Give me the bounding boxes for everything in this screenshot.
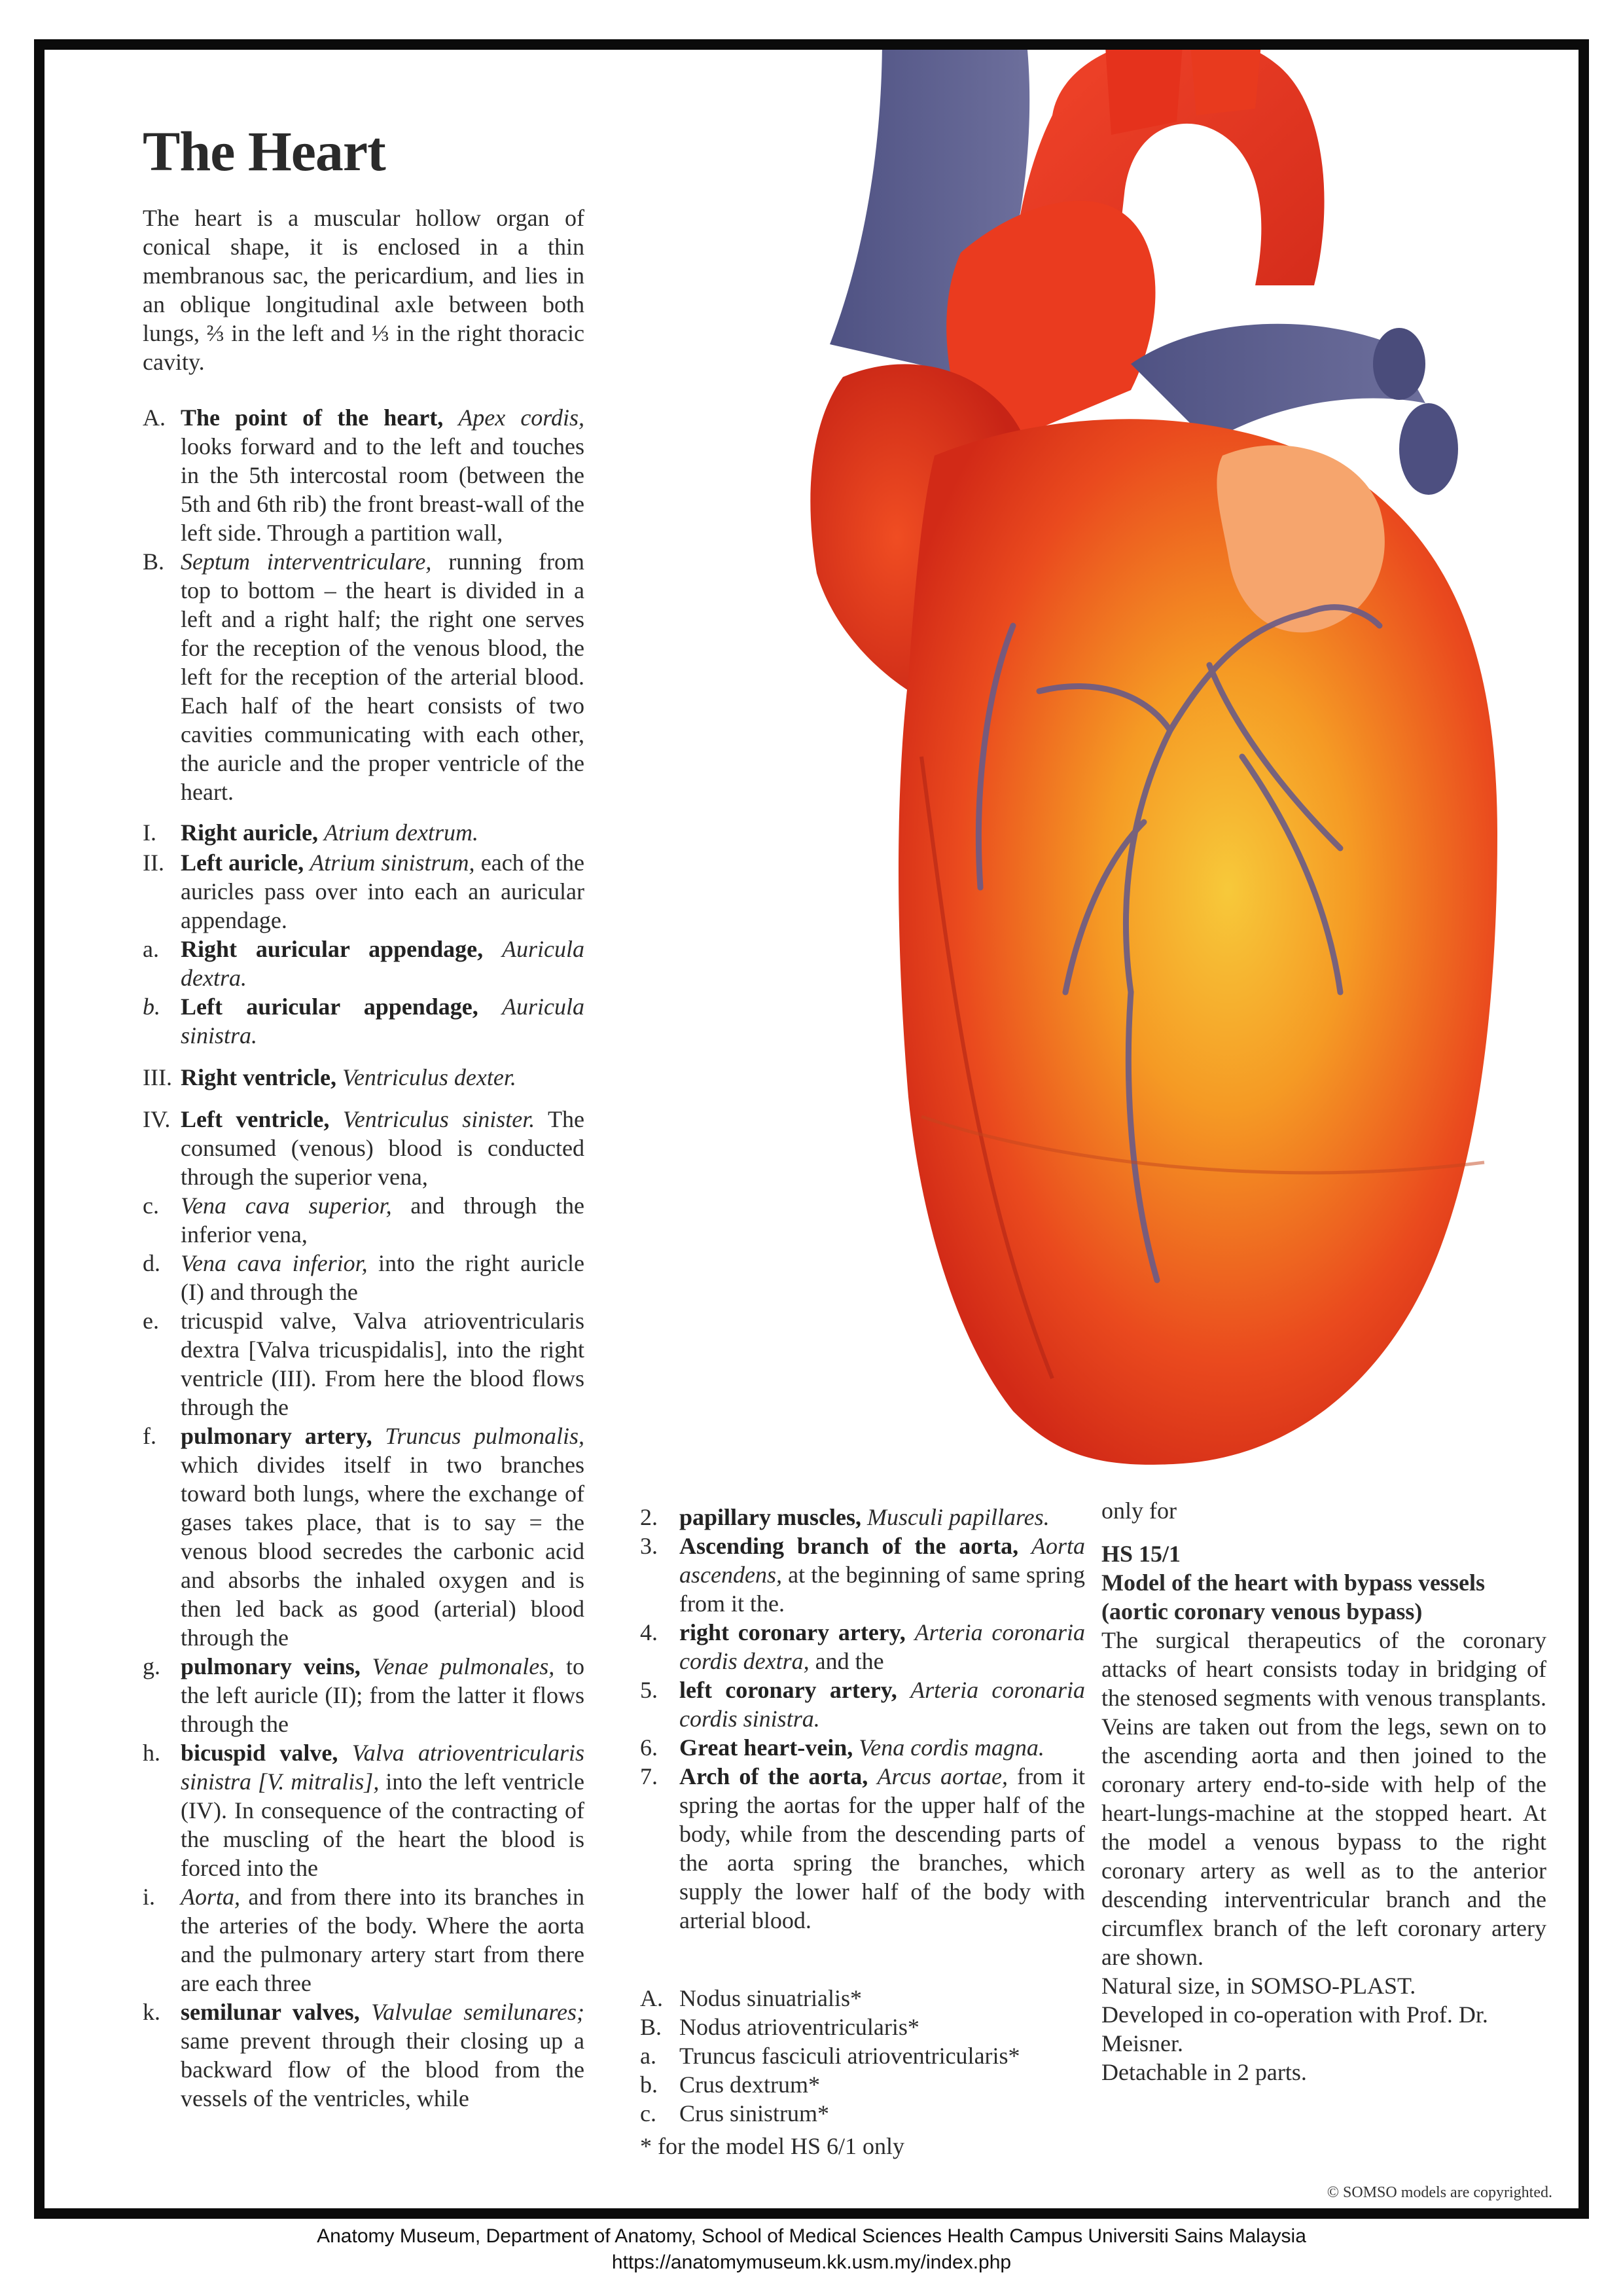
- term-description: and the: [815, 1648, 884, 1674]
- term-latin: Ventriculus sinister.: [342, 1106, 535, 1132]
- term-latin: Arteria coronaria cordis dextra,: [679, 1619, 1086, 1674]
- term-description: from it spring the aortas for the upper half of the body, while from the descending parts of the aorta spring the branches, which supply the lower half of the body with arterial blood.: [679, 1763, 1085, 1933]
- term-description: which divides itself in two branches toward both lungs, where the exchange of gases takes place, that is to say = the venous blood secredes the carbonic acid and absorbs the inhaled oxygen and is then led back as good (arterial) blood through the: [181, 1452, 584, 1651]
- list-item: [143, 1105, 584, 1191]
- list-item: [143, 818, 584, 847]
- term-bold: semilunar valves,: [181, 1999, 360, 2025]
- intro-paragraph: The heart is a muscular hollow organ of conical shape, it is enclosed in a thin membranous sac, the pericardium, and lies in an oblique longitudinal axle between both lungs, ⅔ in the left and ⅓ in the right thoracic cavity.: [143, 205, 584, 375]
- list-item: [143, 1998, 584, 2113]
- museum-url: https://anatomymuseum.kk.usm.my/index.php: [611, 2251, 1012, 2273]
- term-bold: pulmonary veins,: [181, 1653, 361, 1679]
- term-bold: Right auricular appendage,: [181, 936, 484, 962]
- term-latin: Atrium sinistrum,: [310, 850, 475, 876]
- term-bold: Left auricle,: [181, 850, 304, 876]
- list-marker: g.: [143, 1653, 160, 1679]
- term-latin: Arcus aortae,: [877, 1763, 1008, 1789]
- list-item: [640, 1503, 1085, 1532]
- term-description: and from there into its branches in the arteries of the body. Where the aorta and the pulmonary artery start from there are each three: [181, 1884, 585, 1996]
- term-bold: pulmonary artery,: [181, 1423, 372, 1449]
- list-marker: B.: [143, 548, 165, 575]
- list-item: [143, 547, 584, 806]
- list-marker: c.: [143, 1193, 159, 1219]
- list-item: [143, 1249, 584, 1306]
- list-item: [640, 2013, 1085, 2041]
- term-latin: Atrium dextrum.: [323, 819, 478, 846]
- list-item: [640, 2070, 1085, 2099]
- term-description: running from top to bottom – the heart is divided in a left and a right half; the right one serves for the reception of the venous blood, the left for the reception of the arterial blood. Each half of the heart consists of two cavities communicating with each other, the auricle and the proper ventricle of the heart.: [181, 548, 585, 805]
- term-latin: Valva atrioventricularis sinistra [V. mitralis],: [181, 1740, 585, 1795]
- list-marker: I.: [143, 819, 156, 846]
- term-description: to the left auricle (II); from the latter it flows through the: [181, 1653, 585, 1737]
- list-marker: II.: [143, 850, 164, 876]
- heart-model-image: [555, 39, 1589, 1562]
- term-latin: Apex cordis,: [458, 404, 584, 431]
- list-marker: a.: [143, 936, 159, 962]
- list-item: [640, 1676, 1085, 1733]
- term-latin: Septum interventriculare,: [181, 548, 432, 575]
- list-marker: h.: [143, 1740, 160, 1766]
- list-marker: d.: [143, 1250, 160, 1276]
- term-bold: Left ventricle,: [181, 1106, 330, 1132]
- term-description: Nodus sinuatrialis*: [679, 1985, 862, 2011]
- term-description: Crus sinistrum*: [679, 2100, 830, 2126]
- list-item: [143, 1422, 584, 1652]
- term-description: each of the auricles pass over into each an auricular appendage.: [181, 850, 585, 933]
- list-marker: B.: [640, 2014, 662, 2040]
- list-item: [143, 848, 584, 935]
- footnote: * for the model HS 6/1 only: [640, 2133, 904, 2159]
- term-description: looks forward and to the left and touches in the 5th intercostal room (between the 5th and 6th rib) the front breast-wall of the left side. Through a partition wall,: [181, 433, 584, 546]
- term-latin: Musculi papillares.: [867, 1504, 1050, 1530]
- list-marker: III.: [143, 1064, 172, 1090]
- term-bold: Right auricle,: [181, 819, 318, 846]
- product-developed: Developed in co-operation with Prof. Dr. Meisner.: [1101, 2001, 1488, 2056]
- list-item: [143, 1652, 584, 1738]
- term-latin: Auricula sinistra.: [181, 994, 585, 1049]
- list-item: [143, 1882, 584, 1998]
- term-description: at the beginning of same spring from it the.: [679, 1562, 1085, 1617]
- term-description: Nodus atrioventricularis*: [679, 2014, 919, 2040]
- list-marker: b.: [143, 994, 160, 1020]
- list-item: [640, 1984, 1085, 2013]
- term-latin: Arteria coronaria cordis sinistra.: [679, 1677, 1086, 1732]
- list-marker: k.: [143, 1999, 160, 2025]
- list-item: [143, 1191, 584, 1249]
- list-marker: e.: [143, 1308, 159, 1334]
- list-marker: 6.: [640, 1734, 658, 1761]
- aortic-branch-1: [1105, 39, 1183, 135]
- term-bold: The point of the heart,: [181, 404, 444, 431]
- term-bold: Great heart-vein,: [679, 1734, 853, 1761]
- page-frame: [34, 39, 1589, 2219]
- term-description: and through the inferior vena,: [181, 1193, 585, 1247]
- list-marker: 5.: [640, 1677, 658, 1703]
- list-item: [143, 403, 584, 547]
- term-latin: Truncus pulmonalis,: [385, 1423, 584, 1449]
- term-description: same prevent through their closing up a backward flow of the blood from the vessels of the ventricles, while: [181, 2028, 584, 2111]
- term-latin: Vena cordis magna.: [859, 1734, 1044, 1761]
- list-item: [640, 1532, 1085, 1618]
- term-bold: right coronary artery,: [679, 1619, 906, 1645]
- list-item: [640, 1618, 1085, 1676]
- product-detachable: Detachable in 2 parts.: [1101, 2059, 1307, 2085]
- anatomy-list-upper: [143, 403, 584, 847]
- copyright-notice: © SOMSO models are copyrighted.: [1327, 2184, 1552, 2201]
- term-bold: Right ventricle,: [181, 1064, 336, 1090]
- term-description: into the right auricle (I) and through the: [181, 1250, 585, 1305]
- spacer: [1101, 1525, 1546, 1539]
- anatomy-list-lower: [143, 848, 584, 2113]
- list-marker: b.: [640, 2072, 658, 2098]
- term-description: into the left ventricle (IV). In consequence of the contracting of the muscling of the heart the blood is forced into the: [181, 1768, 585, 1881]
- list-marker: a.: [640, 2043, 656, 2069]
- term-latin: Valvulae semilunares;: [371, 1999, 585, 2025]
- list-marker: A.: [640, 1985, 663, 2011]
- museum-caption: Anatomy Museum, Department of Anatomy, School of Medical Sciences Health Campus Universiti Sains Malaysia: [317, 2225, 1306, 2247]
- anatomy-list-numbered: [640, 1503, 1085, 1935]
- term-latin: Ventriculus dexter.: [342, 1064, 516, 1090]
- term-description: Truncus fasciculi atrioventricularis*: [679, 2043, 1020, 2069]
- list-item: [640, 2099, 1085, 2128]
- list-marker: f.: [143, 1423, 156, 1449]
- term-bold: Ascending branch of the aorta,: [679, 1533, 1019, 1559]
- list-marker: 2.: [640, 1504, 658, 1530]
- product-body: The surgical therapeutics of the coronary attacks of heart consists today in bridging of the stenosed segments with venous transplants. Veins are taken out from the legs, sewn on to the ascending aorta and then joined to the coronary artery end-to-side with help of the heart-lungs-machine at the stopped heart. At the model a venous bypass to the right coronary artery as well as to the anterior descending interventricular branch and the circumflex branch of the left coronary artery are shown.: [1101, 1627, 1546, 1970]
- conduction-list: [640, 1984, 1085, 2128]
- page-title: The Heart: [143, 120, 385, 183]
- list-item: [143, 1063, 584, 1092]
- list-item: [143, 1738, 584, 1882]
- only-for-label: only for: [1101, 1498, 1177, 1524]
- term-bold: Arch of the aorta,: [679, 1763, 868, 1789]
- term-latin: Venae pulmonales,: [372, 1653, 555, 1679]
- term-latin: Auricula dextra.: [181, 936, 584, 991]
- list-item: [640, 1733, 1085, 1762]
- list-item: [640, 2041, 1085, 2070]
- term-latin: Vena cava inferior,: [181, 1250, 368, 1276]
- list-marker: 4.: [640, 1619, 658, 1645]
- term-bold: bicuspid valve,: [181, 1740, 338, 1766]
- list-marker: 7.: [640, 1763, 658, 1789]
- term-bold: Left auricular appendage,: [181, 994, 478, 1020]
- list-marker: 3.: [640, 1533, 658, 1559]
- product-heading: Model of the heart with bypass vessels (aortic coronary venous bypass): [1101, 1570, 1485, 1624]
- list-item: [143, 1306, 584, 1422]
- ventricles: [899, 419, 1497, 1465]
- term-description: Crus dextrum*: [679, 2072, 820, 2098]
- list-item: [143, 992, 584, 1050]
- list-marker: i.: [143, 1884, 156, 1910]
- list-marker: IV.: [143, 1106, 171, 1132]
- aortic-branch-2: [1190, 39, 1262, 115]
- product-description: [1101, 1496, 1546, 2087]
- product-size: Natural size, in SOMSO-PLAST.: [1101, 1973, 1416, 1999]
- list-marker: c.: [640, 2100, 656, 2126]
- term-latin: Aorta,: [181, 1884, 241, 1910]
- term-latin: Aorta ascendens,: [679, 1533, 1085, 1588]
- product-code: HS 15/1: [1101, 1541, 1181, 1567]
- list-marker: A.: [143, 404, 166, 431]
- term-description: The consumed (venous) blood is conducted through the superior vena,: [181, 1106, 584, 1190]
- term-latin: Vena cava superior,: [181, 1193, 392, 1219]
- list-item: [640, 1762, 1085, 1935]
- term-bold: papillary muscles,: [679, 1504, 862, 1530]
- list-item: [143, 935, 584, 992]
- term-bold: left coronary artery,: [679, 1677, 897, 1703]
- term-description: tricuspid valve, Valva atrioventricularis dextra [Valva tricuspidalis], into the right ventricle (III). From here the blood flows through the: [181, 1308, 584, 1420]
